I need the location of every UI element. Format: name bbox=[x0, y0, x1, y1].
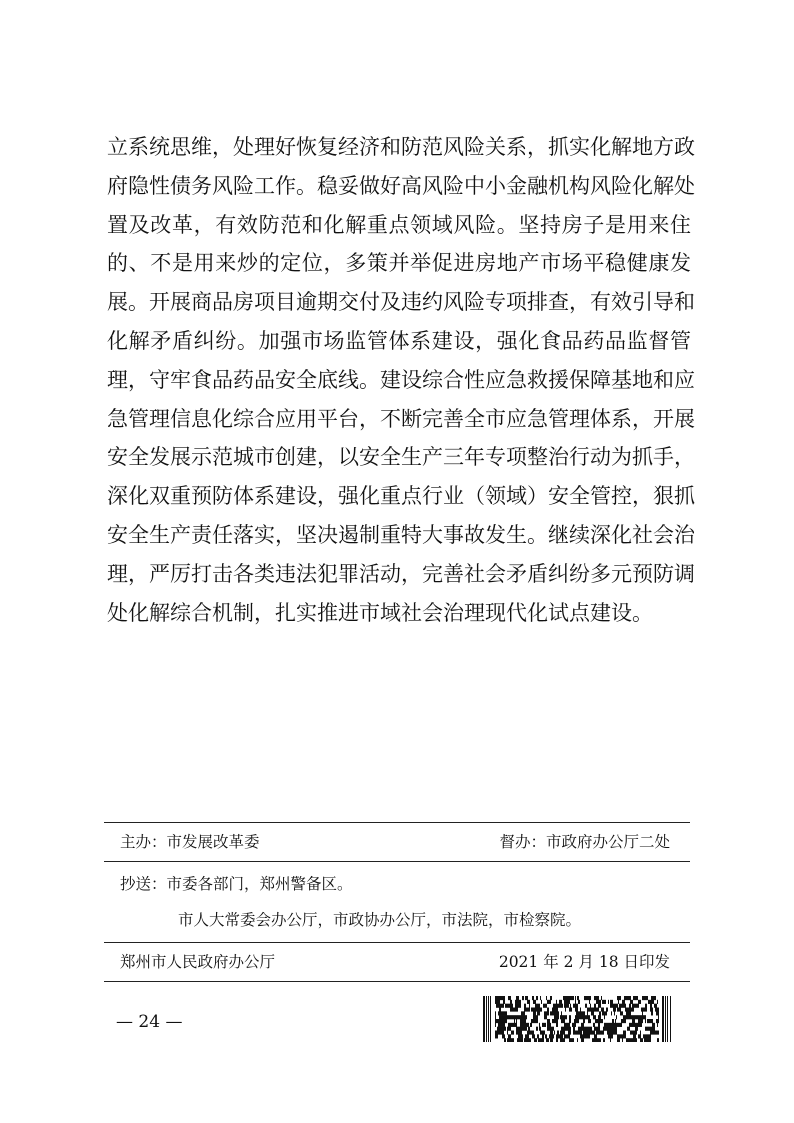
body-line-5: 展。开展商品房项目逾期交付及违约风险专项排查，有效引导和 bbox=[107, 290, 695, 315]
body-line-8: 急管理信息化综合应用平台，不断完善全市应急管理体系，开展 bbox=[107, 406, 695, 431]
pdf417-barcode-icon bbox=[483, 996, 674, 1042]
body-text bbox=[107, 128, 695, 632]
supervisor-label: 督办：市政府办公厅二处 bbox=[499, 833, 670, 851]
body-line-6: 化解矛盾纠纷。加强市场监管体系建设，强化食品药品监督管 bbox=[107, 328, 691, 353]
body-line-10: 深化双重预防体系建设，强化重点行业（领域）安全管控，狠抓 bbox=[107, 484, 695, 509]
document-footer bbox=[104, 822, 690, 982]
sponsor-label: 主办：市发展改革委 bbox=[120, 833, 260, 851]
body-line-11: 安全生产责任落实，坚决遏制重特大事故发生。继续深化社会治 bbox=[107, 522, 695, 547]
body-line-4: 的、不是用来炒的定位，多策并举促进房地产市场平稳健康发 bbox=[107, 251, 691, 276]
body-line-3: 置及改革，有效防范和化解重点领域风险。坚持房子是用来住 bbox=[107, 212, 691, 237]
cc-line-1: 抄送：市委各部门，郑州警备区。 bbox=[120, 875, 353, 893]
cc-line-2: 市人大常委会办公厅，市政协办公厅，市法院，市检察院。 bbox=[178, 911, 582, 929]
body-line-7: 理，守牢食品药品安全底线。建设综合性应急救援保障基地和应 bbox=[107, 367, 695, 392]
issue-date-label: 2021 年 2 月 18 日印发 bbox=[498, 953, 670, 971]
body-line-2: 府隐性债务风险工作。稳妥做好高风险中小金融机构风险化解处 bbox=[107, 173, 695, 198]
body-line-1: 立系统思维，处理好恢复经济和防范风险关系，抓实化解地方政 bbox=[107, 135, 695, 159]
cc-row bbox=[104, 862, 690, 942]
issuer-label: 郑州市人民政府办公厅 bbox=[120, 953, 276, 971]
issue-row bbox=[104, 943, 690, 981]
body-line-13: 处化解综合机制，扎实推进市域社会治理现代化试点建设。 bbox=[107, 600, 653, 625]
footer-bottom-rule bbox=[104, 981, 690, 982]
body-line-9: 安全发展示范城市创建，以安全生产三年专项整治行动为抓手， bbox=[107, 445, 695, 470]
body-line-12: 理，严厉打击各类违法犯罪活动，完善社会矛盾纠纷多元预防调 bbox=[107, 561, 695, 586]
sponsor-row bbox=[104, 823, 690, 861]
page-number: — 24 — bbox=[116, 1012, 183, 1032]
